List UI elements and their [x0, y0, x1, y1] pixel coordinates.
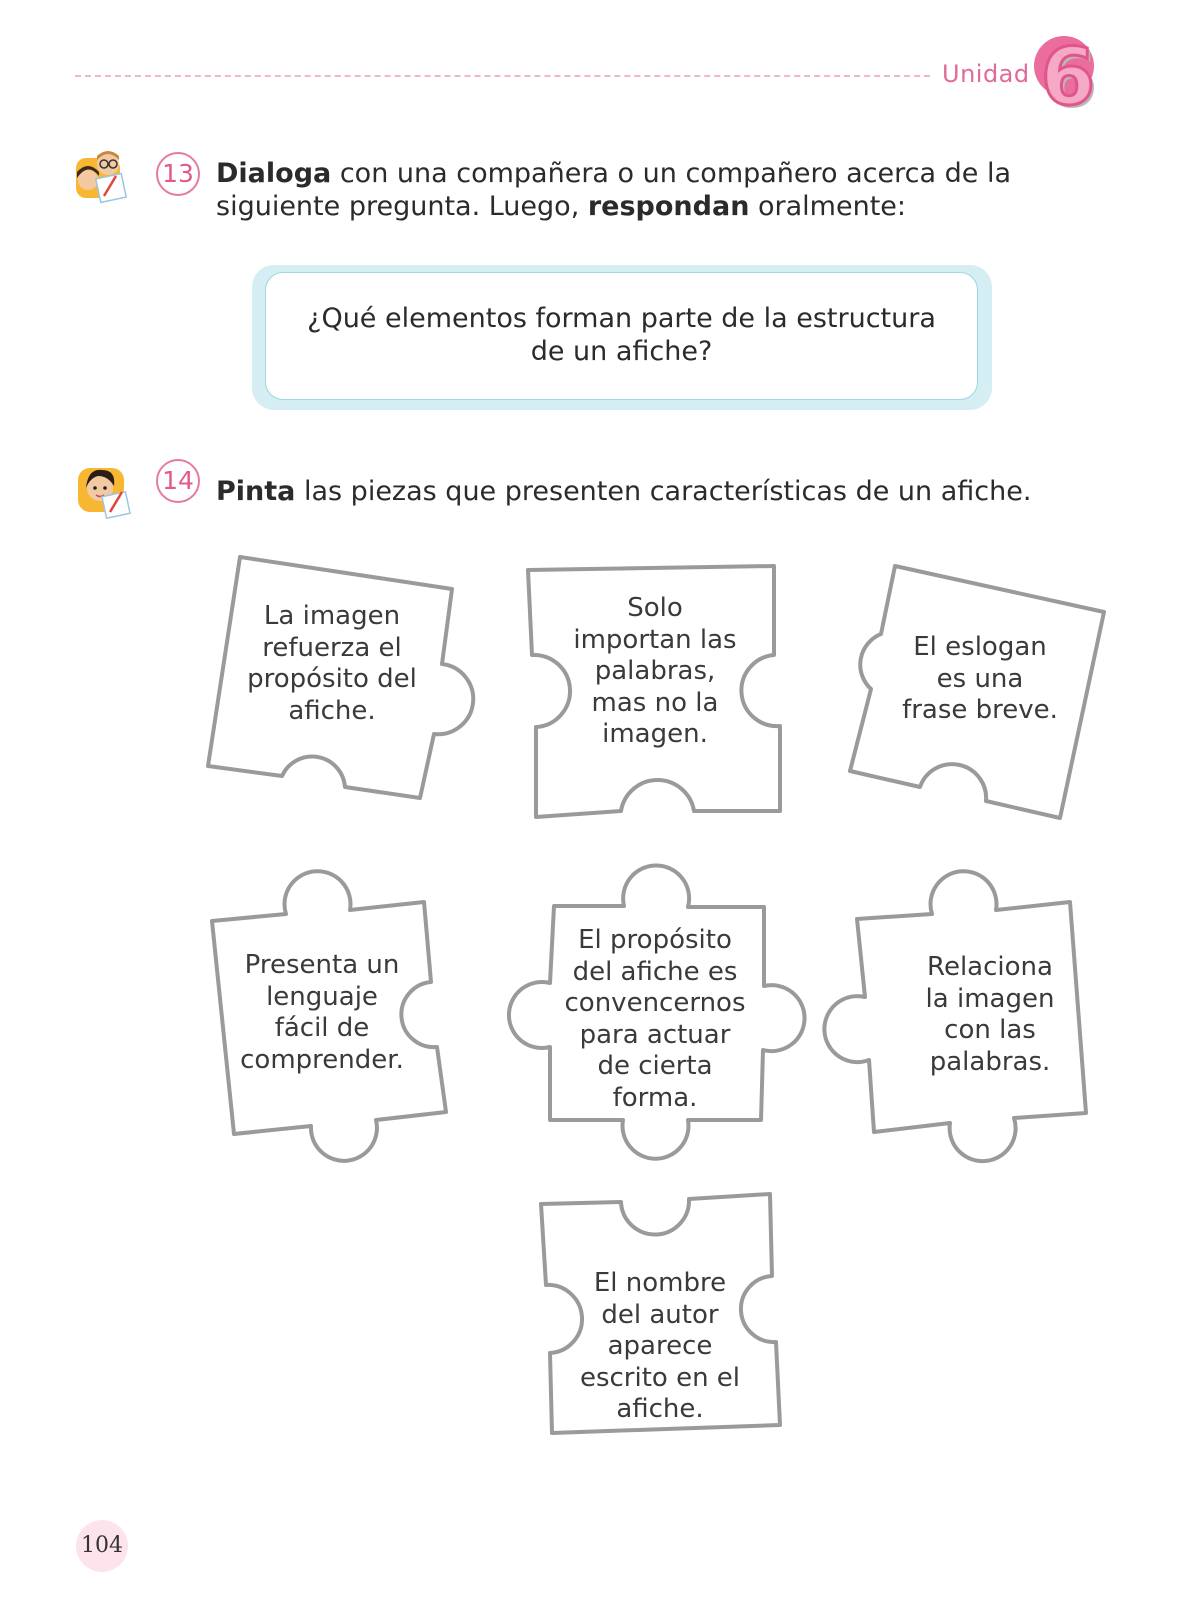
piece-text-line: Presenta un — [244, 950, 400, 980]
exercise-13-number: 13 — [156, 152, 200, 196]
piece-2-text — [555, 593, 755, 751]
piece-text-line: fácil de — [274, 1013, 370, 1043]
piece-text-line: afiche. — [288, 695, 376, 726]
piece-text-line: propósito del — [247, 664, 417, 694]
piece-text-line: convencernos — [564, 988, 746, 1018]
piece-text-line: Solo — [627, 593, 683, 623]
piece-text-line: La imagen — [263, 601, 401, 631]
piece-text-line: afiche. — [616, 1394, 704, 1424]
instruction-text: siguiente pregunta. Luego, — [216, 191, 588, 222]
instruction-text: oralmente: — [749, 191, 907, 222]
piece-4-text — [222, 950, 422, 1076]
piece-text-line: El eslogan — [913, 632, 1047, 662]
piece-6-text — [890, 952, 1090, 1078]
piece-5-text — [545, 925, 765, 1114]
piece-text-line: forma. — [612, 1082, 698, 1113]
unit-number: 6 — [1040, 33, 1096, 123]
question-line: ¿Qué elementos forman parte de la estructura — [307, 303, 936, 334]
unit-label: Unidad — [942, 60, 1030, 88]
piece-text-line: imagen. — [602, 719, 708, 749]
piece-text-line: para actuar — [579, 1019, 731, 1050]
piece-text-line: palabras, — [594, 656, 716, 686]
page-number: 104 — [81, 1533, 123, 1558]
piece-text-line: frase breve. — [902, 695, 1058, 725]
piece-7-text — [560, 1268, 760, 1426]
piece-text-line: lenguaje — [266, 981, 378, 1012]
piece-text-line: con las — [944, 1015, 1036, 1045]
piece-text-line: palabras. — [929, 1046, 1051, 1077]
piece-text-line: la imagen — [925, 983, 1055, 1014]
piece-1-text — [232, 601, 432, 727]
exercise-14-number: 14 — [156, 459, 200, 503]
instruction-verb-dialoga: Dialoga — [216, 158, 332, 189]
piece-text-line: comprender. — [240, 1044, 404, 1075]
piece-text-line: del afiche es — [572, 956, 738, 987]
piece-text-line: escrito en el — [579, 1362, 741, 1393]
instruction-verb-respondan: respondan — [587, 191, 750, 222]
piece-text-line: del autor — [601, 1299, 719, 1330]
piece-text-line: mas no la — [591, 687, 719, 718]
piece-text-line: aparece — [607, 1331, 713, 1361]
piece-3-text — [880, 632, 1080, 727]
instruction-text: con una compañera o un compañero acerca de la — [331, 158, 1011, 189]
piece-text-line: importan las — [573, 624, 737, 655]
instruction-text: las piezas que presenten características de un afiche. — [295, 476, 1032, 507]
question-line: de un afiche? — [530, 336, 713, 367]
piece-text-line: de cierta — [597, 1051, 713, 1081]
piece-text-line: refuerza el — [262, 632, 402, 663]
instruction-verb-pinta: Pinta — [216, 476, 296, 507]
piece-text-line: El nombre — [593, 1268, 727, 1298]
piece-text-line: Relaciona — [927, 952, 1053, 982]
piece-text-line: El propósito — [578, 925, 732, 955]
piece-text-line: es una — [936, 663, 1024, 694]
